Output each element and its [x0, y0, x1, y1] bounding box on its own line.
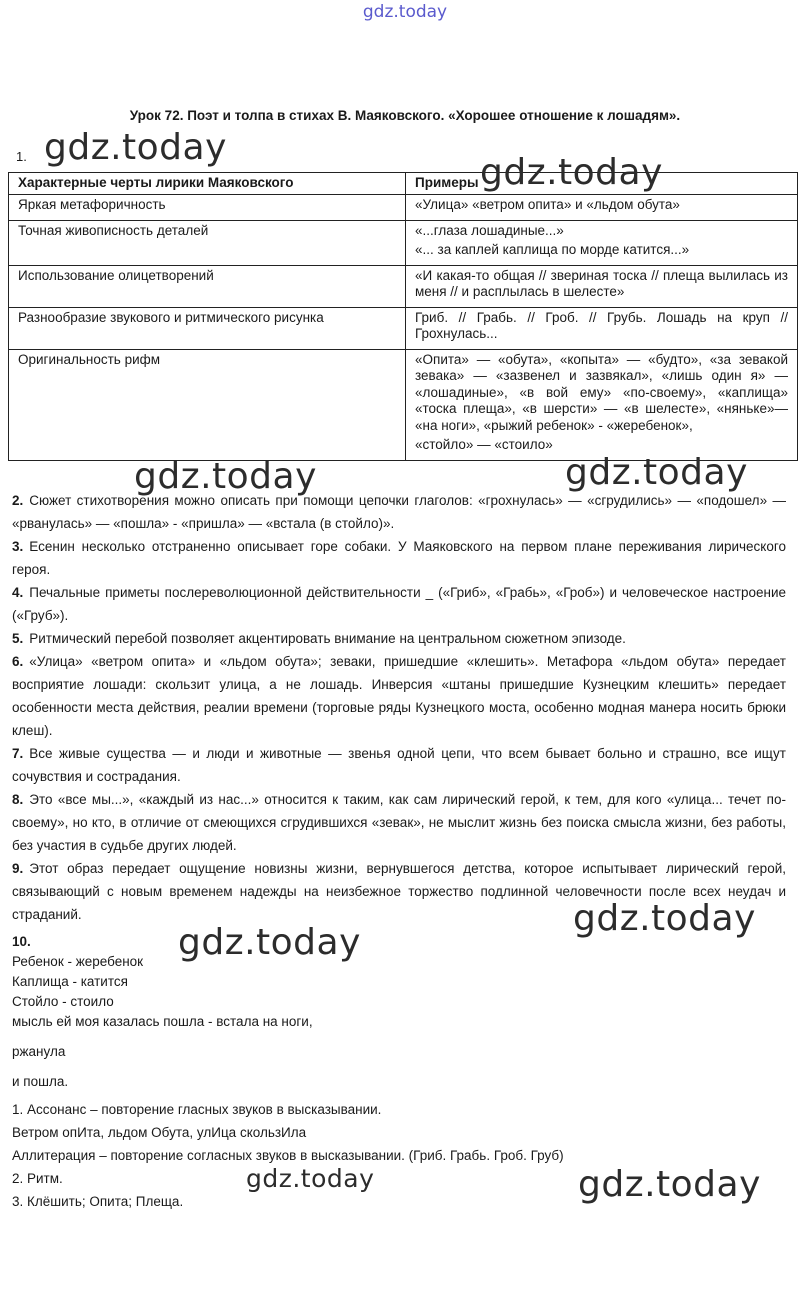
example-text: «И какая-то общая // звериная тоска // плеща вылилась из меня // и расплылась в шелесте» [415, 267, 788, 300]
section-1-number: 1. [16, 149, 27, 164]
watermark-text: gdz.today [134, 456, 317, 497]
table-cell-examples [406, 349, 798, 460]
answer-paragraph [12, 535, 786, 581]
answer-paragraph [12, 788, 786, 857]
table-row [9, 195, 798, 220]
section-10-item: 2. Ритм. [12, 1171, 63, 1186]
example-text: «... за каплей каплища по морде катится...» [415, 242, 690, 258]
table-header-examples: Примеры [406, 173, 798, 195]
answer-number: 6. [12, 654, 24, 669]
answer-text: Печальные приметы послереволюционной действительности _ («Гриб», «Грабь», «Гроб») и человеческое настроение («Груб»). [12, 585, 786, 623]
section-10-line: Стойло - стоило [12, 994, 114, 1009]
watermark-text: gdz.today [565, 452, 748, 493]
example-text: «Опита» — «обута», «копыта» — «будто», «за зевакой зевака» — «зазвенел и зазвякал», «лишь один я» — «лошадиные», «в вой ему» «по-своему», «каплища» «тоска плеща», «в шерсти» — «в шелесте», «няньке»— «на ноги», «рыжий ребенок» - «жеребенок», [415, 351, 788, 433]
watermark-text: gdz.today [246, 1164, 375, 1193]
section-10-line: ржанула [12, 1044, 66, 1059]
answer-paragraph [12, 742, 786, 788]
section-10-number: 10. [12, 934, 31, 949]
answer-paragraph [12, 581, 786, 627]
section-10-item: Аллитерация – повторение согласных звуков в высказывании. (Гриб. Грабь. Гроб. Груб) [12, 1148, 564, 1163]
table-row [9, 349, 798, 460]
table-cell-feature: Оригинальность рифм [9, 349, 406, 460]
top-watermark: gdz.today [362, 2, 448, 22]
table-cell-examples [406, 265, 798, 307]
answer-text: Есенин несколько отстраненно описывает горе собаки. У Маяковского на первом плане переживания лирического героя. [12, 539, 786, 577]
table-header-row [9, 173, 798, 195]
table-cell-feature: Яркая метафоричность [9, 195, 406, 220]
table-row [9, 307, 798, 349]
table-row [9, 220, 798, 265]
page-title: Урок 72. Поэт и толпа в стихах В. Маяковского. «Хорошее отношение к лошадям». [129, 108, 681, 123]
table-cell-feature: Использование олицетворений [9, 265, 406, 307]
watermark-text: gdz.today [573, 898, 756, 939]
watermark-text: gdz.today [480, 152, 663, 193]
answer-number: 3. [12, 539, 24, 554]
example-text: «стойло» — «стоило» [415, 437, 553, 453]
example-text: Гриб. // Грабь. // Гроб. // Грубь. Лошадь на круп // Грохнулась... [415, 309, 788, 342]
table-cell-feature: Разнообразие звукового и ритмического рисунка [9, 307, 406, 349]
section-10-item: Ветром опИта, льдом Обута, улИца скользИла [12, 1125, 307, 1140]
section-10-line: Ребенок - жеребенок [12, 954, 144, 969]
answer-paragraph [12, 627, 786, 650]
answer-number: 7. [12, 746, 24, 761]
section-10-item: 1. Ассонанс – повторение гласных звуков в высказывании. [12, 1102, 382, 1117]
answer-text: Сюжет стихотворения можно описать при помощи цепочки глаголов: «грохнулась» — «сгрудились» — «подошел» — «рванулась» — «пошла» - «пришла» — «встала (в стойло)». [12, 493, 786, 531]
table-cell-examples [406, 220, 798, 265]
example-text: «...глаза лошадиные...» [415, 222, 564, 238]
example-text: «Улица» «ветром опита» и «льдом обута» [415, 197, 680, 213]
watermark-text: gdz.today [178, 922, 361, 963]
answer-number: 8. [12, 792, 24, 807]
watermark-text: gdz.today [44, 127, 227, 168]
answers-body [12, 489, 786, 926]
table-row [9, 265, 798, 307]
table-cell-examples [406, 307, 798, 349]
answer-paragraph [12, 650, 786, 742]
section-10-line: и пошла. [12, 1074, 69, 1089]
section-10-line: мысль ей моя казалась пошла - встала на ноги, [12, 1014, 313, 1029]
answer-text: Все живые существа — и люди и животные — звенья одной цепи, что всем бывает больно и страшно, все ищут сочувствия и сострадания. [12, 746, 786, 784]
answer-number: 5. [12, 631, 24, 646]
section-10-line: Каплища - катится [12, 974, 128, 989]
table-header-features: Характерные черты лирики Маяковского [9, 173, 406, 195]
table-cell-feature: Точная живописность деталей [9, 220, 406, 265]
answer-number: 4. [12, 585, 24, 600]
features-table [8, 172, 798, 461]
answer-text: Этот образ передает ощущение новизны жизни, вернувшегося детства, которое испытывает лирический герой, связывающий с новым временем надежды на неизбежное торжество подлинной человечности после всех неудач и страданий. [12, 861, 786, 922]
answer-text: Ритмический перебой позволяет акцентировать внимание на центральном сюжетном эпизоде. [29, 631, 626, 646]
section-10-item: 3. Клёшить; Опита; Плеща. [12, 1194, 184, 1209]
answer-text: Это «все мы...», «каждый из нас...» относится к таким, как сам лирический герой, к тем, для кого «улица... течет по-своему», но кто, в отличие от смеющихся сгрудившихся «зевак», не мыслит жизнь без поиска смысла жизни, без работы, без участия в судьбе других людей. [12, 792, 786, 853]
table-cell-examples [406, 195, 798, 220]
answer-number: 9. [12, 861, 24, 876]
watermark-text: gdz.today [578, 1164, 761, 1205]
answer-paragraph [12, 489, 786, 535]
answer-text: «Улица» «ветром опита» и «льдом обута»; зеваки, пришедшие «клешить». Метафора «льдом обута» передает восприятие лошади: скользит улица, а не лошадь. Инверсия «штаны пришедшие Кузнецким клешить» передает особенности места действия, реалии времени (торговые ряды Кузнецкого моста, особенно модная манера носить брюки клеш). [12, 654, 786, 738]
answer-number: 2. [12, 493, 24, 508]
